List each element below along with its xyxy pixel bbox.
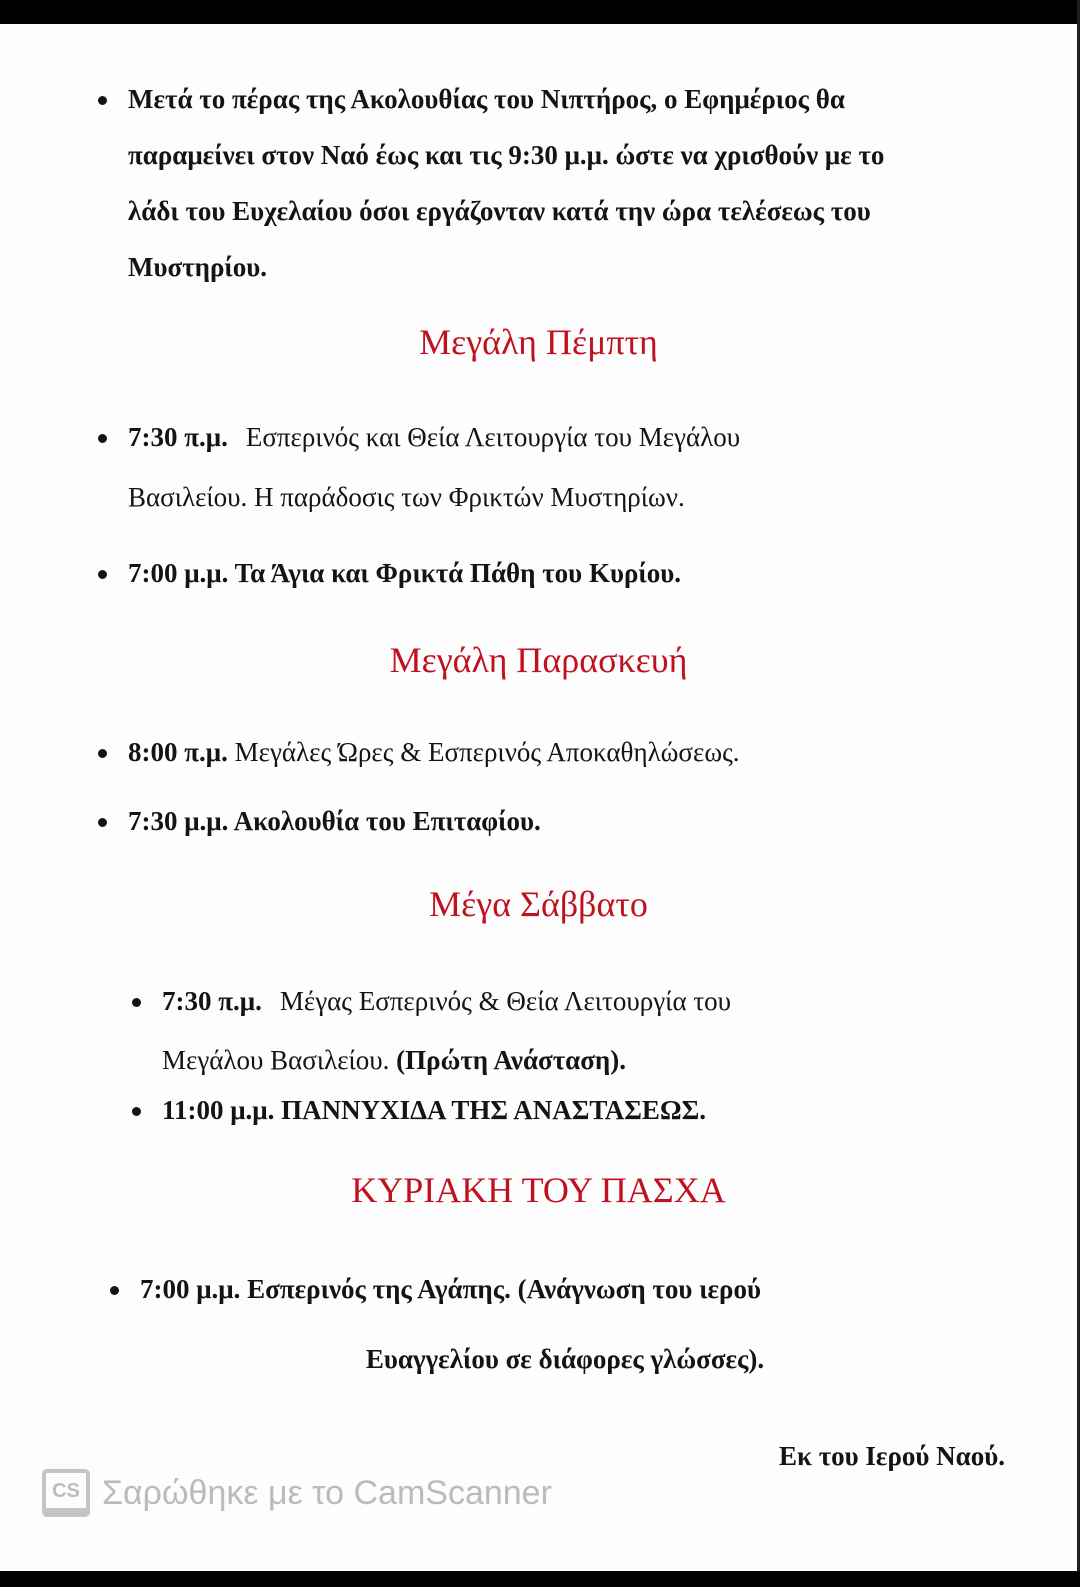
schedule-item-thursday-1-line2: Βασιλείου. Η παράδοσις των Φρικτών Μυστηρίων. (128, 482, 685, 512)
bottom-black-bar (0, 1571, 1080, 1587)
schedule-item-friday-2 (128, 804, 541, 838)
bullet-icon (98, 749, 107, 758)
item-time: 7:30 π.μ. (162, 986, 262, 1016)
item-time: 7:00 μ.μ. (140, 1274, 241, 1304)
item-text: Μεγάλες Ώρες & Εσπερινός Αποκαθηλώσεως. (234, 737, 740, 767)
item-text: Εσπερινός της Αγάπης. (Ανάγνωση του ιερού (247, 1274, 761, 1304)
bullet-icon (98, 96, 107, 105)
item-text-bold: (Πρώτη Ανάσταση). (396, 1045, 626, 1075)
intro-line-3: λάδι του Ευχελαίου όσοι εργάζονταν κατά την ώρα τελέσεως του (128, 196, 871, 226)
bullet-icon (110, 1286, 119, 1295)
section-heading-holy-thursday: Μεγάλη Πέμπτη (419, 322, 658, 362)
schedule-item-saturday-1-line2 (162, 1043, 626, 1077)
bullet-icon (98, 818, 107, 827)
bullet-icon (132, 1107, 141, 1116)
item-text: ΠΑΝΝΥΧΙΔΑ ΤΗΣ ΑΝΑΣΤΑΣΕΩΣ. (281, 1095, 706, 1125)
intro-line-1: Μετά το πέρας της Ακολουθίας του Νιπτήρος, ο Εφημέριος θα (128, 84, 845, 114)
signature: Εκ του Ιερού Ναού. (778, 1441, 1005, 1471)
item-text: Μέγας Εσπερινός & Θεία Λειτουργία του (279, 986, 732, 1016)
item-text-plain: Μεγάλου Βασιλείου. (162, 1045, 390, 1075)
section-heading-holy-saturday: Μέγα Σάββατο (429, 884, 648, 924)
section-heading-easter-sunday: ΚΥΡΙΑΚΗ ΤΟΥ ΠΑΣΧΑ (351, 1170, 726, 1210)
watermark-text: Σαρώθηκε με το CamScanner (102, 1473, 552, 1512)
item-time: 7:30 μ.μ. (128, 806, 229, 836)
schedule-item-saturday-1 (162, 984, 1008, 1018)
item-time: 7:30 π.μ. (128, 422, 228, 452)
intro-line-4: Μυστηρίου. (128, 252, 268, 282)
schedule-item-sunday-1 (140, 1272, 761, 1306)
scanned-page (0, 24, 1077, 1571)
bullet-icon (98, 570, 107, 579)
item-text: Ακολουθία του Επιταφίου. (233, 806, 541, 836)
schedule-item-saturday-2 (162, 1093, 706, 1127)
section-heading-holy-friday: Μεγάλη Παρασκευή (389, 640, 688, 680)
item-time: 7:00 μ.μ. (128, 558, 229, 588)
item-text: Εσπερινός και Θεία Λειτουργία του Μεγάλου (245, 422, 741, 452)
item-time: 8:00 π.μ. (128, 737, 228, 767)
schedule-item-friday-1 (128, 735, 740, 769)
schedule-item-thursday-2 (128, 556, 681, 590)
camscanner-watermark (42, 1469, 552, 1517)
item-text: Τα Άγια και Φρικτά Πάθη του Κυρίου. (234, 558, 682, 588)
item-time: 11:00 μ.μ. (162, 1095, 275, 1125)
intro-line-2: παραμείνει στον Ναό έως και τις 9:30 μ.μ. ώστε να χρισθούν με το (128, 140, 885, 170)
schedule-item-sunday-1-line2: Ευαγγελίου σε διάφορες γλώσσες). (365, 1344, 765, 1374)
camscanner-logo-icon: CS (42, 1469, 90, 1517)
bullet-icon (132, 998, 141, 1007)
schedule-item-thursday-1 (128, 420, 1008, 454)
bullet-icon (98, 434, 107, 443)
top-black-bar (0, 0, 1080, 24)
